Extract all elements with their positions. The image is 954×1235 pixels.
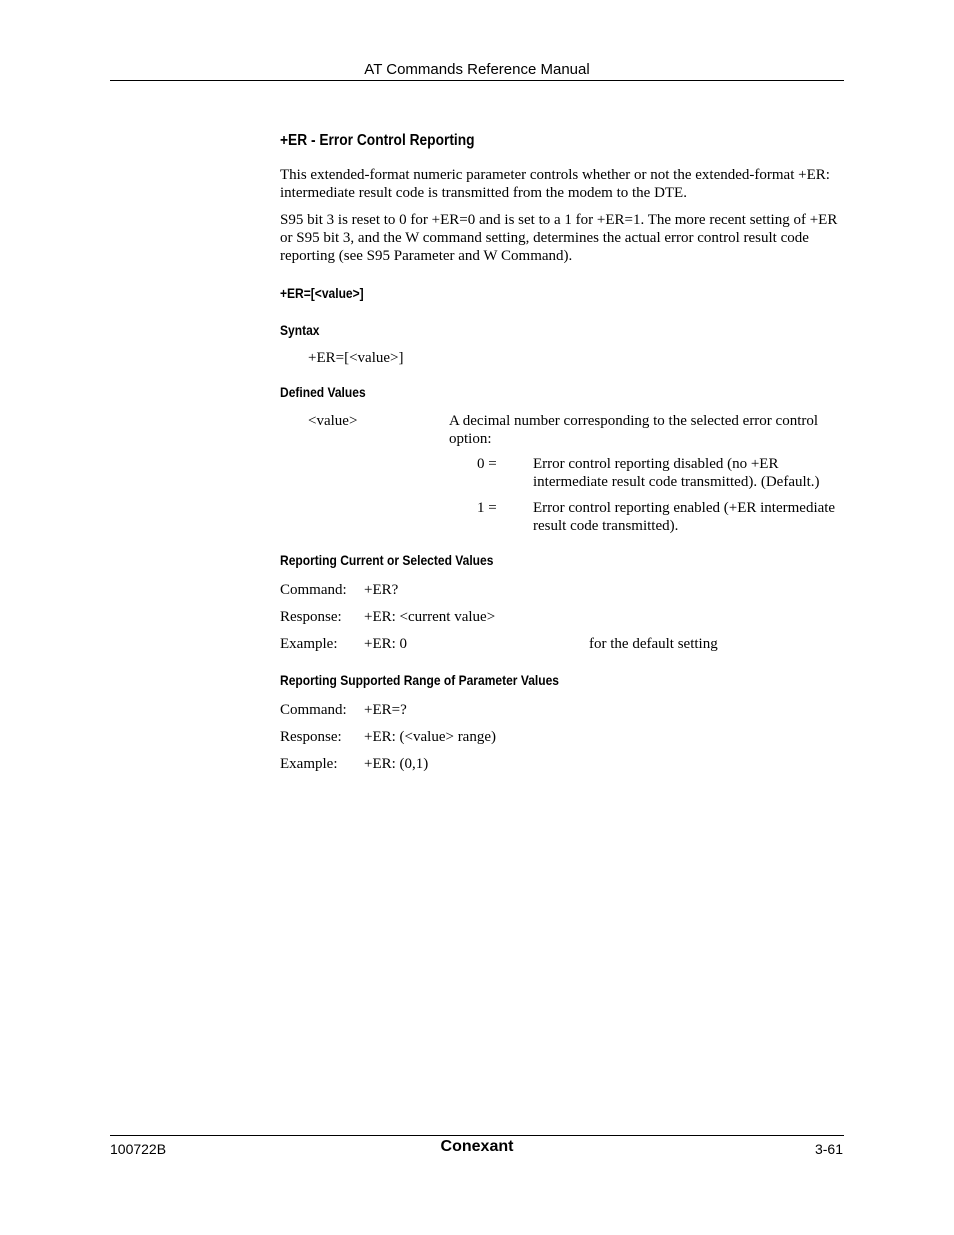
row-value: +ER: <current value> xyxy=(364,609,496,625)
row-note: for the default setting xyxy=(589,636,718,652)
option-text: Error control reporting enabled (+ER intermediate result code transmitted). xyxy=(533,500,836,534)
row-value: +ER=? xyxy=(364,702,407,718)
s95-paragraph: S95 bit 3 is reset to 0 for +ER=0 and is set to a 1 for +ER=1. The more recent setting of +ER or S95 bit 3, and the W command setting, determines the actual error control result code reporting (see S95 Parameter and W Command). xyxy=(280,212,838,264)
syntax-value: +ER=[<value>] xyxy=(308,350,404,366)
option-key: 0 = xyxy=(477,456,497,472)
reporting-range-heading: Reporting Supported Range of Parameter Values xyxy=(280,672,559,688)
header-rule xyxy=(110,80,844,81)
footer-doc-number: 100722B xyxy=(110,1141,167,1157)
option-text: Error control reporting disabled (no +ER intermediate result code transmitted). (Default.) xyxy=(533,456,820,490)
row-value: +ER? xyxy=(364,582,399,598)
row-value: +ER: (<value> range) xyxy=(364,729,496,745)
footer-page-number: 3-61 xyxy=(814,1141,843,1157)
page-header-title: AT Commands Reference Manual xyxy=(364,61,590,78)
row-label: Command: xyxy=(280,702,347,718)
section-title: +ER - Error Control Reporting xyxy=(280,132,475,149)
defined-values-heading: Defined Values xyxy=(280,384,366,400)
row-label: Response: xyxy=(280,609,342,625)
row-value: +ER: 0 xyxy=(364,636,408,652)
subcommand-heading: +ER=[<value>] xyxy=(280,285,364,301)
syntax-heading: Syntax xyxy=(280,322,320,338)
option-key: 1 = xyxy=(477,500,497,516)
row-value: +ER: (0,1) xyxy=(364,756,429,772)
param-description: A decimal number corresponding to the selected error control option: xyxy=(449,413,819,447)
footer-rule xyxy=(110,1135,844,1136)
row-label: Command: xyxy=(280,582,347,598)
param-name: <value> xyxy=(308,413,358,429)
intro-paragraph: This extended-format numeric parameter controls whether or not the extended-format +ER: intermediate result code is transmitted from the modem to the DTE. xyxy=(280,167,830,201)
row-label: Response: xyxy=(280,729,342,745)
reporting-current-heading: Reporting Current or Selected Values xyxy=(280,552,494,568)
row-label: Example: xyxy=(280,756,338,772)
row-label: Example: xyxy=(280,636,338,652)
footer-brand: Conexant xyxy=(440,1138,514,1155)
